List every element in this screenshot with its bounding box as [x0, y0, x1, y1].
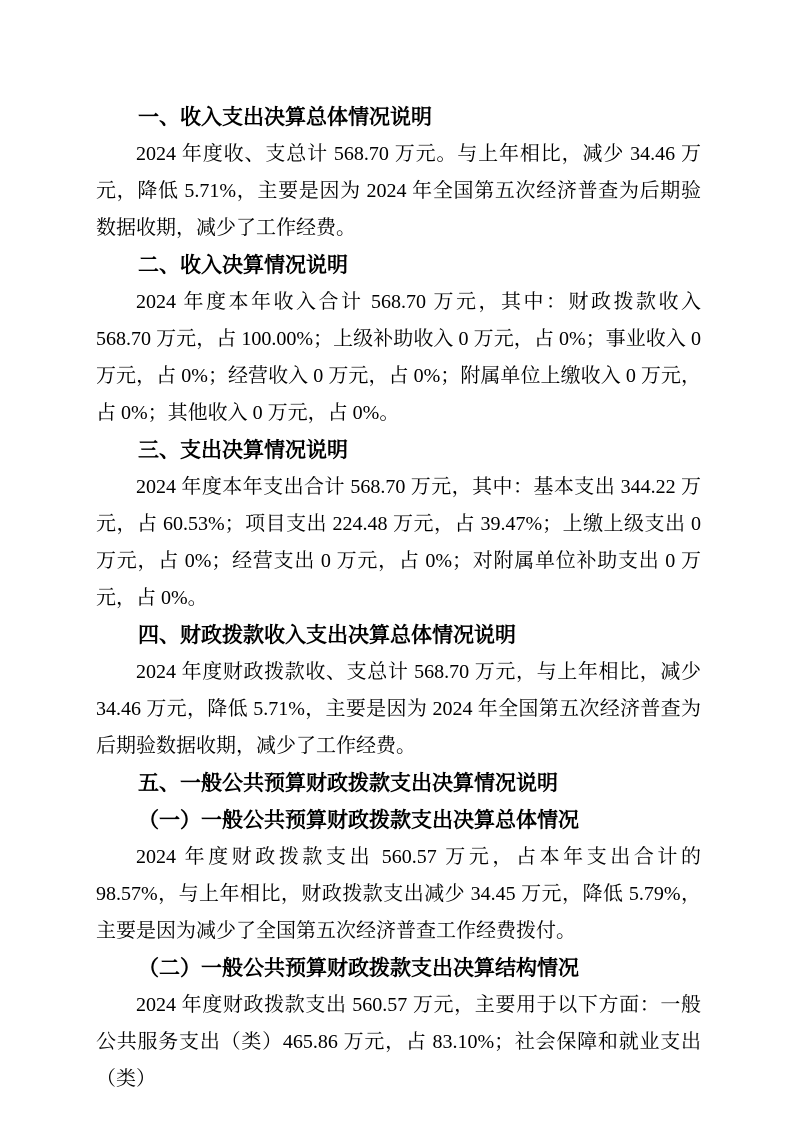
section-5-subsection-1-paragraph: 2024 年度财政拨款支出 560.57 万元，占本年支出合计的 98.57%，与上年相比，财政拨款支出减少 34.45 万元，降低 5.79%，主要是因为减少了全国第五次经济普查工作经费拨付。	[96, 846, 701, 942]
section-3-paragraph: 2024 年度本年支出合计 568.70 万元，其中：基本支出 344.22 万元，占 60.53%；项目支出 224.48 万元，占 39.47%；上缴上级支出 0 万元，占 0%；经营支出 0 万元，占 0%；对附属单位补助支出 0 万元，占 0%。	[96, 476, 701, 609]
section-5-subheading-2: （二）一般公共预算财政拨款支出决算结构情况	[138, 957, 579, 980]
section-2-paragraph: 2024 年度本年收入合计 568.70 万元，其中：财政拨款收入 568.70 万元，占 100.00%；上级补助收入 0 万元，占 0%；事业收入 0 万元，占 0%；经营收入 0 万元，占 0%；附属单位上缴收入 0 万元，占 0%；其他收入 0 万元，占 0%。	[96, 291, 701, 424]
section-4-paragraph: 2024 年度财政拨款收、支总计 568.70 万元，与上年相比，减少 34.46 万元，降低 5.71%，主要是因为 2024 年全国第五次经济普查为后期验数据收期，减少了工作经费。	[96, 661, 701, 757]
section-5-subheading-1: （一）一般公共预算财政拨款支出决算总体情况	[138, 809, 579, 832]
section-1-heading: 一、收入支出决算总体情况说明	[138, 106, 432, 129]
section-1-paragraph: 2024 年度收、支总计 568.70 万元。与上年相比，减少 34.46 万元，降低 5.71%，主要是因为 2024 年全国第五次经济普查为后期验数据收期，减少了工作经费。	[96, 143, 701, 239]
section-3-heading: 三、支出决算情况说明	[138, 439, 348, 462]
section-2-heading: 二、收入决算情况说明	[138, 254, 348, 277]
section-5-subsection-2-paragraph: 2024 年度财政拨款支出 560.57 万元，主要用于以下方面：一般公共服务支出（类）465.86 万元，占 83.10%；社会保障和就业支出（类）	[96, 994, 701, 1090]
section-5-heading: 五、一般公共预算财政拨款支出决算情况说明	[138, 772, 558, 795]
section-4-heading: 四、财政拨款收入支出决算总体情况说明	[138, 624, 516, 647]
